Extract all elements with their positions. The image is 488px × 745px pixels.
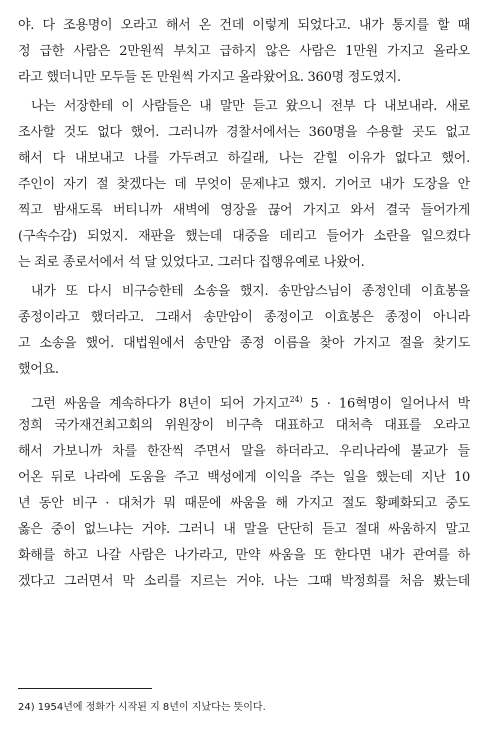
text-line: 내가 또 다시 비구승한테 소송을 했지. 송만암스님이 종정인데 이효봉을 (31, 284, 470, 299)
line-text: 그런 싸움을 계속하다가 8년이 되어 가지고 (31, 396, 290, 412)
text-line: 정 급한 사람은 2만원씩 부치고 급하지 않은 사람은 1만원 가지고 올라오 (18, 44, 470, 59)
text-line: 야. 다 조용명이 오라고 해서 온 건데 이렇게 되었다고. 내가 통지를 할 때 (18, 18, 470, 33)
text-line: 정희 국가재건최고회의 위원장이 비구측 대표하고 대처측 대표를 오라고 (18, 418, 470, 433)
text-line: 해서 가보니까 차를 한잔씩 주면서 말을 하더라고. 우리나라에 불교가 들 (18, 444, 470, 459)
text-line: 했어요. (18, 362, 59, 377)
footnote: 24) 1954년에 정화가 시작된 지 8년이 지났다는 뜻이다. (18, 702, 266, 713)
text-line (31, 392, 470, 412)
text-line: 해서 다 내보내고 나를 가두려고 하길래, 나는 갇힐 이유가 없다고 했어. (18, 151, 470, 166)
text-line: 종정이라고 했더라고. 그래서 송만암이 종정이고 이효봉은 종정이 아니라 (18, 310, 470, 325)
text-line: 나는 서장한테 이 사람들은 내 말만 듣고 왔으니 전부 다 내보내라. 새로 (31, 99, 470, 114)
footnote-marker: 24) (289, 395, 303, 404)
text-line: 어온 뒤로 나라에 도움을 주고 백성에게 이익을 주는 일을 했는데 지난 10 (18, 470, 470, 485)
text-line: 조사할 것도 없다 했어. 그러니까 경찰서에서는 360명을 수용할 곳도 없고 (18, 125, 470, 140)
text-line: 라고 했더니만 모두들 돈 만원씩 가지고 올라왔어요. 360명 정도였지. (18, 70, 401, 85)
text-line: 찍고 밤새도록 버티니까 새벽에 영장을 끊어 가지고 와서 결국 들어가게 (18, 203, 470, 218)
text-line: 년 동안 비구 · 대처가 뭐 때문에 싸움을 해 가지고 절도 황폐화되고 중도 (18, 496, 470, 511)
text-line: 화해를 하고 나갈 사람은 나가라고, 만약 싸움을 또 한다면 내가 관여를 하 (18, 548, 470, 563)
line-text: 5 · 16혁명이 일어나서 박 (302, 396, 470, 412)
text-line: 는 죄로 종로서에서 석 달 있었다고. 그러다 집행유예로 나왔어. (18, 255, 365, 270)
text-line: 겠다고 그러면서 막 소리를 지르는 거야. 나는 그때 박정희를 처음 봤는데 (18, 574, 470, 589)
text-line: 주인이 자기 절 찾겠다는 데 무엇이 문제냐고 했지. 기어코 내가 도장을 안 (18, 177, 470, 192)
footnote-divider (18, 688, 152, 689)
text-line: 옳은 중이 없느냐는 거야. 그러니 내 말을 단단히 듣고 절대 싸움하지 말고 (18, 522, 470, 537)
text-line: (구속수감) 되었지. 재판을 했는데 대중을 데리고 들어가 소란을 일으켰다 (18, 229, 470, 244)
text-line: 고 소송을 했어. 대법원에서 송만암 종정 이름을 찾아 가지고 절을 찾기도 (18, 336, 470, 351)
